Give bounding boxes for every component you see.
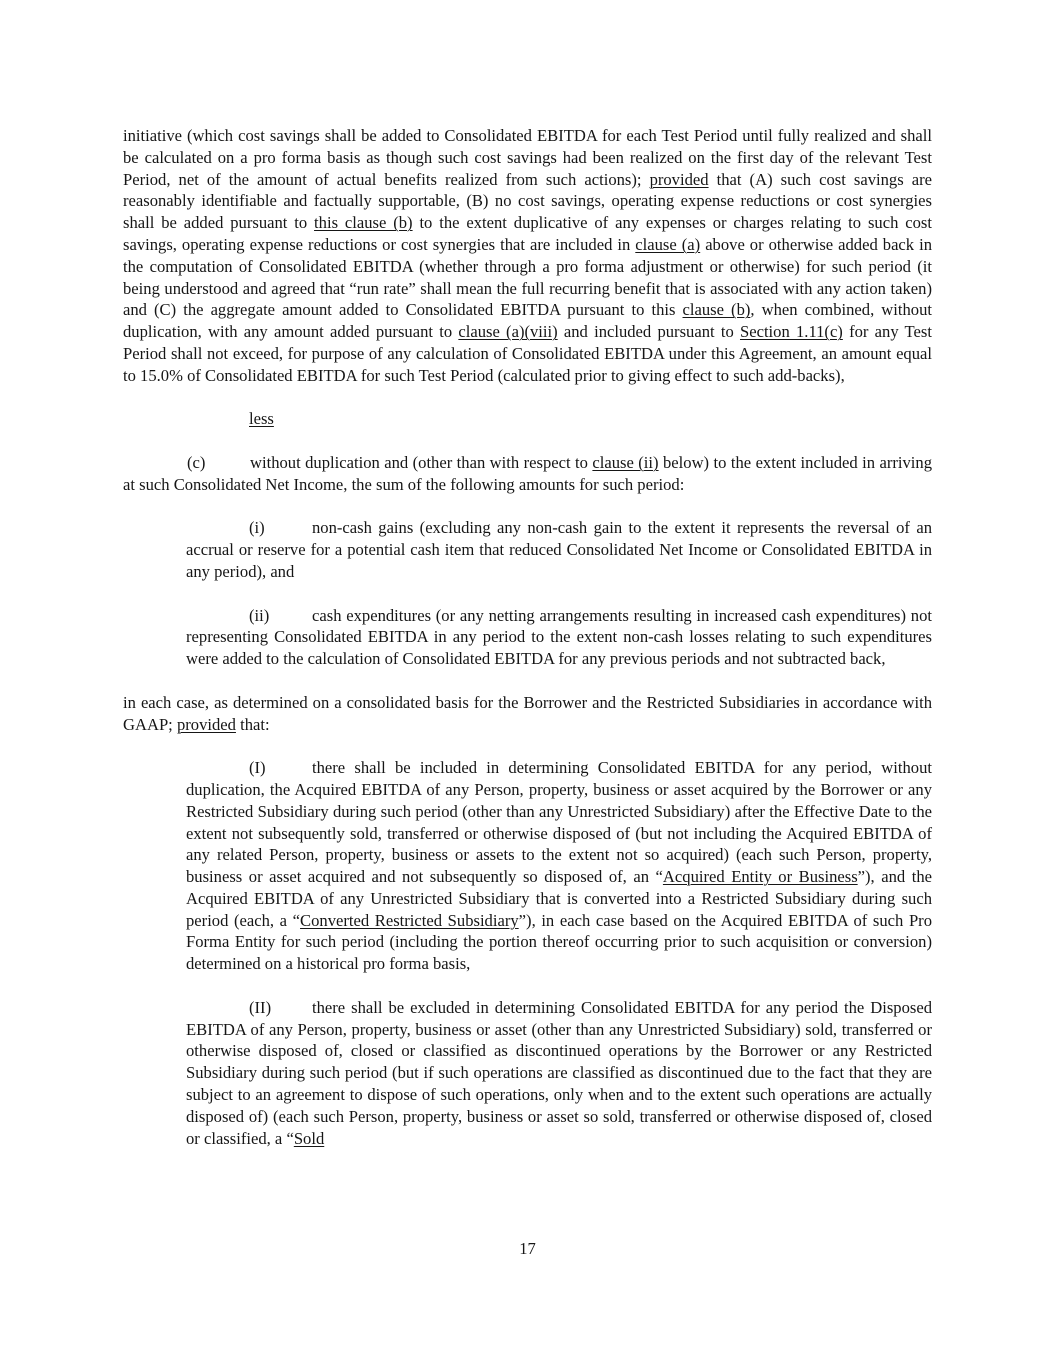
- text-segment: below) to the extent included in arriving at such Consolidated Net Income, the sum of the following amounts for such period:: [123, 452, 932, 494]
- para-cost-savings-proviso: [123, 125, 932, 387]
- underlined-term: Section 1.11(c): [739, 322, 843, 342]
- text-segment: cash expenditures (or any netting arrangements resulting in increased cash expenditures) not representing Consolidated EBITDA in any period to the extent non-cash losses relating to such expenditures were added to the calculation of Consolidated EBITDA for any previous periods and not subtracted back,: [186, 605, 932, 669]
- text-segment: and included pursuant to: [557, 322, 740, 342]
- less-line: [123, 408, 932, 430]
- text-segment: ”), and the Acquired EBITDA of any Unrestricted Subsidiary that is converted into a Restricted Subsidiary during such period (each, a “: [186, 867, 932, 930]
- underlined-term: Acquired Entity or Business: [662, 867, 858, 887]
- para-clause-c: [123, 452, 932, 496]
- underlined-term: clause (ii): [592, 452, 659, 472]
- underlined-term: provided: [649, 169, 709, 189]
- text-segment: above or otherwise added back in the computation of Consolidated EBITDA (whether through a pro forma adjustment or otherwise) for such period (it being understood and agreed that “run rate” shall mean the full recurring benefit that is associated with any action taken) and (C) the aggregate amount added to Consolidated EBITDA pursuant to this: [123, 234, 933, 320]
- text-segment: that (A) such cost savings are reasonably identifiable and factually supportable, (B) no cost savings, operating expense reductions or cost synergies shall be added pursuant to: [123, 169, 932, 233]
- document-body: [123, 125, 932, 1149]
- page-number: 17: [519, 1239, 536, 1258]
- text-segment: , when combined, without duplication, with any amount added pursuant to: [123, 300, 932, 342]
- paragraph-label: (I): [249, 758, 266, 778]
- para-clause-i: [186, 517, 932, 582]
- para-clause-roman-one: [186, 757, 932, 975]
- underlined-term: clause (a): [635, 234, 701, 254]
- text-segment: that:: [235, 714, 270, 734]
- text-segment: non-cash gains (excluding any non-cash gain to the extent it represents the reversal of an accrual or reserve for a potential cash item that reduced Consolidated Net Income or Consolidated EBITDA in any period), and: [186, 518, 932, 581]
- underlined-term: clause (b): [682, 300, 751, 320]
- text-segment: ”), in each case based on the Acquired EBITDA of such Pro Forma Entity for such period (including the portion thereof occurring prior to such acquisition or conversion) determined on a historical pro forma basis,: [186, 910, 932, 974]
- text-segment: there shall be included in determining Consolidated EBITDA for any period, without duplication, the Acquired EBITDA of any Person, property, business or asset acquired by the Borrower or any Restricted Subsidiary during such period (other than any Unrestricted Subsidiary) after the Effective Date to the extent not subsequently sold, transferred or otherwise disposed of (but not including the Acquired EBITDA of any related Person, property, business or assets to the extent not so acquired) (each such Person, property, business or asset acquired and not subsequently so disposed of, an “: [186, 758, 932, 887]
- paragraph-label: (i): [249, 518, 265, 538]
- text-segment: in each case, as determined on a consolidated basis for the Borrower and the Restricted Subsidiaries in accordance with GAAP;: [123, 692, 932, 734]
- paragraph-label: (II): [249, 997, 272, 1017]
- para-in-each-case: [123, 692, 932, 736]
- text-segment: there shall be excluded in determining Consolidated EBITDA for any period the Disposed EBITDA of any Person, property, business or asset (other than any Unrestricted Subsidiary) sold, transferred or otherwise disposed of, closed or classified as discontinued operations by the Borrower or any Restricted Subsidiary during such period (but if such operations are classified as discontinued due to the fact that they are subject to an agreement to dispose of such operations, only when and to the extent such operations are actually disposed of) (each such Person, property, business or asset so sold, transferred or otherwise disposed of, closed or classified, a “: [186, 997, 932, 1148]
- text-segment: initiative (which cost savings shall be added to Consolidated EBITDA for each Test Period until fully realized and shall be calculated on a pro forma basis as though such cost savings had been realized on the first day of the relevant Test Period, net of the amount of actual benefits realized from such actions);: [123, 126, 932, 189]
- underlined-term: Sold: [293, 1128, 325, 1148]
- underlined-term: provided: [176, 714, 236, 734]
- text-segment: to the extent duplicative of any expenses or charges relating to such cost savings, operating expense reductions or cost synergies that are included in: [123, 213, 932, 254]
- underlined-term: this clause (b): [314, 213, 413, 233]
- para-clause-roman-two: [186, 997, 932, 1150]
- text-segment: for any Test Period shall not exceed, for purpose of any calculation of Consolidated EBITDA under this Agreement, an amount equal to 15.0% of Consolidated EBITDA for such Test Period (calculated prior to giving effect to such add-backs),: [123, 322, 932, 385]
- para-clause-ii: [186, 605, 932, 670]
- underlined-term: clause (a)(viii): [458, 322, 558, 342]
- paragraph-label: (c): [187, 452, 206, 472]
- underlined-term: less: [249, 409, 274, 429]
- underlined-term: Converted Restricted Subsidiary: [300, 910, 519, 930]
- paragraph-label: (ii): [249, 605, 270, 625]
- text-segment: without duplication and (other than with respect to: [250, 452, 593, 472]
